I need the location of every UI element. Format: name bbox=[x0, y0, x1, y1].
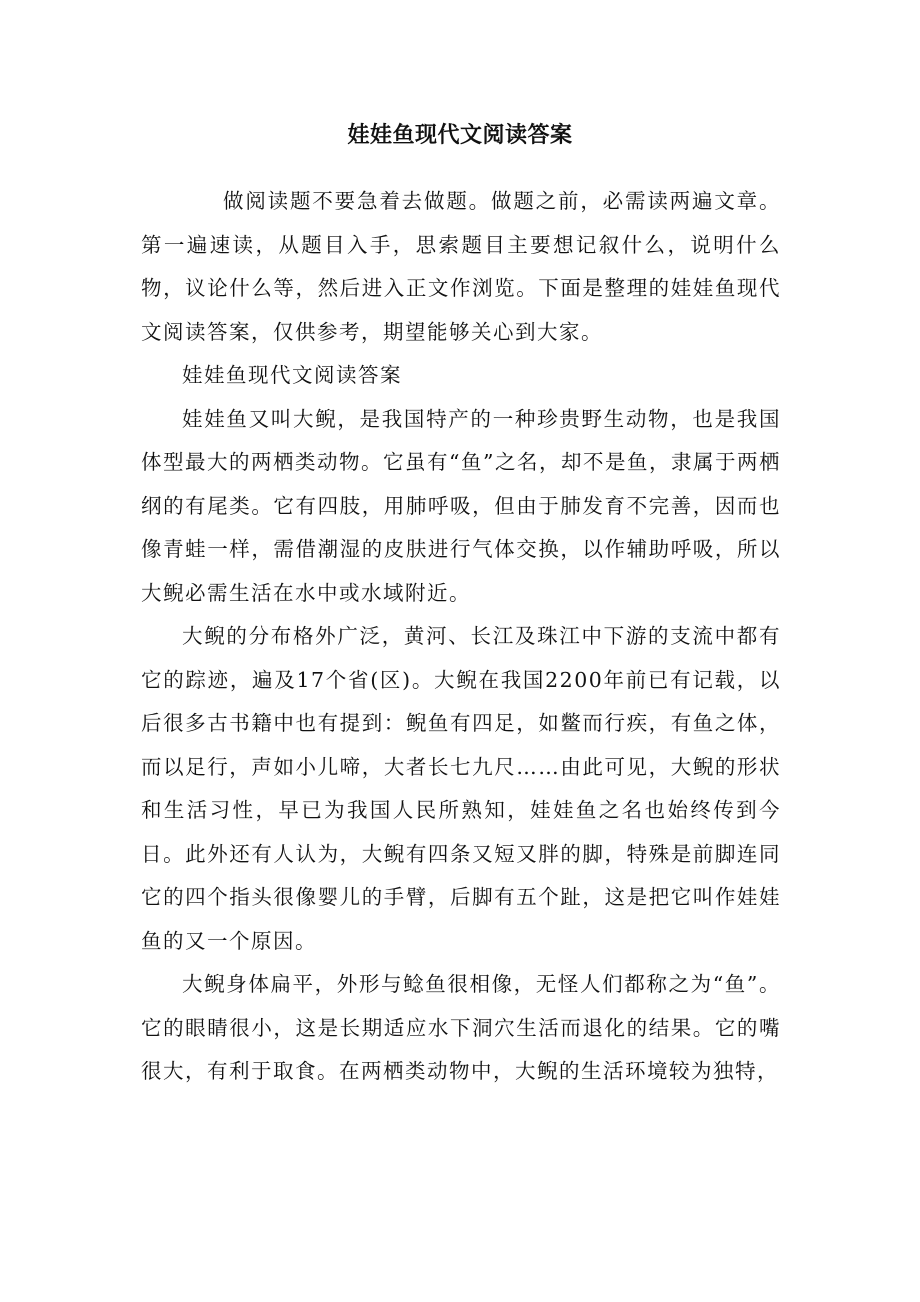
section-heading: 娃娃鱼现代文阅读答案 bbox=[182, 363, 402, 387]
intro-paragraph: 做阅读题不要急着去做题。做题之前，必需读两遍文章。第一遍速读，从题目入手，思索题目主要想记叙什么，说明什么物，议论什么等，然后进入正文作浏览。下面是整理的娃娃鱼现代文阅读答案，仅供参考，期望能够关心到大家。 bbox=[141, 189, 781, 344]
paragraph-definition: 娃娃鱼又叫大鲵，是我国特产的一种珍贵野生动物，也是我国体型最大的两栖类动物。它虽有“鱼”之名，却不是鱼，隶属于两栖纲的有尾类。它有四肢，用肺呼吸，但由于肺发育不完善，因而也像青蛙一样，需借潮湿的皮肤进行气体交换，以作辅助呼吸，所以大鲵必需生活在水中或水域附近。 bbox=[141, 406, 781, 605]
document-title: 娃娃鱼现代文阅读答案 bbox=[347, 123, 573, 148]
paragraph-appearance: 大鲵身体扁平，外形与鲶鱼很相像，无怪人们都称之为“鱼”。它的眼睛很小，这是长期适应水下洞穴生活而退化的结果。它的嘴很大，有利于取食。在两栖类动物中，大鲵的生活环境较为独特， bbox=[141, 972, 781, 1083]
document-body bbox=[141, 180, 781, 1094]
paragraph-distribution: 大鲵的分布格外广泛，黄河、长江及珠江中下游的支流中都有它的踪迹，遍及17个省(区)。大鲵在我国2200年前已有记载，以后很多古书籍中也有提到：鲵鱼有四足，如鳖而行疾，有鱼之体，而以足行，声如小儿啼，大者长七九尺……由此可见，大鲵的形状和生活习性，早已为我国人民所熟知，娃娃鱼之名也始终传到今日。此外还有人认为，大鲵有四条又短又胖的脚，特殊是前脚连同它的四个指头很像婴儿的手臂，后脚有五个趾，这是把它叫作娃娃鱼的又一个原因。 bbox=[141, 624, 781, 953]
